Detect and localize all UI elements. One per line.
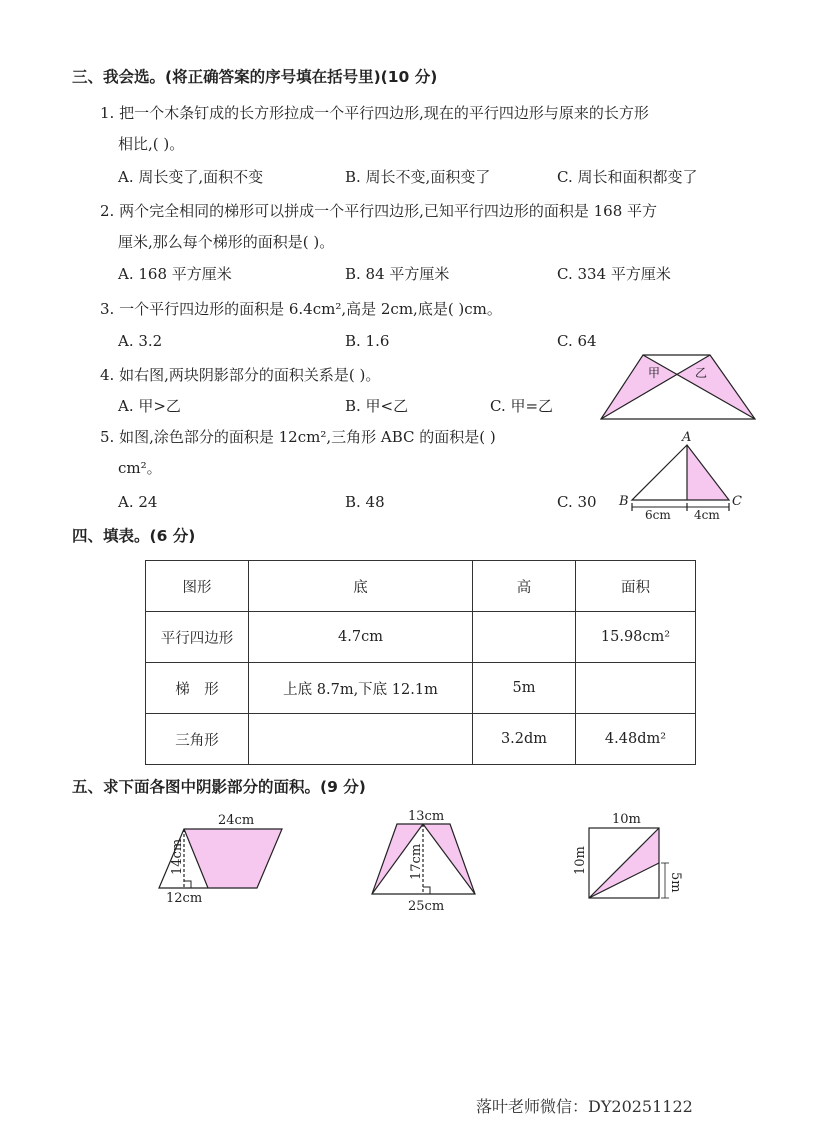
q5-line1: 5. 如图,涂色部分的面积是 12cm²,三角形 ABC 的面积是( ) bbox=[100, 428, 496, 446]
q2-line2: 厘米,那么每个梯形的面积是( )。 bbox=[118, 233, 335, 251]
table-cell: 3.2dm bbox=[473, 714, 576, 765]
q2-option-c: C. 334 平方厘米 bbox=[557, 265, 671, 283]
table-cell: 4.48dm² bbox=[576, 714, 696, 765]
table-cell: 5m bbox=[473, 663, 576, 714]
q5-triangle-figure bbox=[618, 430, 742, 522]
shaded-region-yi bbox=[677, 355, 755, 419]
svg-text:25cm: 25cm bbox=[408, 899, 445, 914]
q1-line2: 相比,( )。 bbox=[118, 135, 185, 153]
q5-option-b: B. 48 bbox=[345, 493, 385, 511]
svg-text:4cm: 4cm bbox=[694, 508, 720, 522]
q5-option-c: C. 30 bbox=[557, 493, 597, 511]
label-jia: 甲 bbox=[648, 366, 661, 380]
section-3-title: 三、我会选。(将正确答案的序号填在括号里)(10 分) bbox=[72, 68, 438, 86]
svg-text:10m: 10m bbox=[612, 812, 641, 827]
table-cell: 三角形 bbox=[146, 714, 249, 765]
q1-option-c: C. 周长和面积都变了 bbox=[557, 168, 698, 186]
header-cell: 图形 bbox=[146, 561, 249, 612]
q4-line1: 4. 如右图,两块阴影部分的面积关系是( )。 bbox=[100, 366, 381, 384]
q3-option-a: A. 3.2 bbox=[118, 332, 163, 350]
header-cell: 高 bbox=[473, 561, 576, 612]
q1-option-a: A. 周长变了,面积不变 bbox=[118, 168, 264, 186]
table-cell: 15.98cm² bbox=[576, 612, 696, 663]
header-cell: 面积 bbox=[576, 561, 696, 612]
fig1-parallelogram bbox=[159, 813, 282, 906]
shaded-region-jia bbox=[601, 355, 677, 419]
table-cell: 梯 形 bbox=[146, 663, 249, 714]
q4-option-c: C. 甲=乙 bbox=[490, 397, 554, 415]
label-yi: 乙 bbox=[695, 366, 708, 380]
section-4-title: 四、填表。(6 分) bbox=[72, 527, 196, 545]
svg-text:13cm: 13cm bbox=[408, 809, 445, 824]
q4-option-b: B. 甲<乙 bbox=[345, 397, 409, 415]
svg-text:B: B bbox=[619, 494, 629, 509]
q1-option-b: B. 周长不变,面积变了 bbox=[345, 168, 491, 186]
table-cell: 4.7cm bbox=[249, 612, 473, 663]
svg-text:5m: 5m bbox=[668, 872, 683, 893]
q3-option-b: B. 1.6 bbox=[345, 332, 390, 350]
svg-text:10m: 10m bbox=[573, 846, 588, 875]
svg-text:A: A bbox=[682, 430, 692, 445]
section-5-title: 五、求下面各图中阴影部分的面积。(9 分) bbox=[72, 778, 366, 796]
q5-option-a: A. 24 bbox=[118, 493, 158, 511]
q2-option-b: B. 84 平方厘米 bbox=[345, 265, 450, 283]
footer-watermark: 落叶老师微信：DY20251122 bbox=[476, 1097, 693, 1116]
q2-line1: 2. 两个完全相同的梯形可以拼成一个平行四边形,已知平行四边形的面积是 168 平方 bbox=[100, 202, 658, 220]
q3-option-c: C. 64 bbox=[557, 332, 597, 350]
header-cell: 底 bbox=[249, 561, 473, 612]
fig2-trapezoid bbox=[372, 809, 475, 914]
table-cell: 上底 8.7m,下底 12.1m bbox=[249, 663, 473, 714]
q4-option-a: A. 甲>乙 bbox=[118, 397, 181, 415]
svg-text:C: C bbox=[732, 494, 742, 509]
table-cell: 平行四边形 bbox=[146, 612, 249, 663]
fig3-square bbox=[573, 812, 683, 898]
q3-line1: 3. 一个平行四边形的面积是 6.4cm²,高是 2cm,底是( )cm。 bbox=[100, 300, 502, 318]
svg-text:14cm: 14cm bbox=[170, 838, 185, 875]
svg-text:12cm: 12cm bbox=[166, 891, 203, 906]
svg-text:17cm: 17cm bbox=[409, 843, 424, 880]
q1-line1: 1. 把一个木条钉成的长方形拉成一个平行四边形,现在的平行四边形与原来的长方形 bbox=[100, 104, 649, 122]
q4-trapezoid-figure bbox=[601, 355, 755, 419]
svg-text:24cm: 24cm bbox=[218, 813, 255, 828]
q5-line2: cm²。 bbox=[118, 459, 162, 477]
svg-text:6cm: 6cm bbox=[645, 508, 671, 522]
q2-option-a: A. 168 平方厘米 bbox=[118, 265, 232, 283]
